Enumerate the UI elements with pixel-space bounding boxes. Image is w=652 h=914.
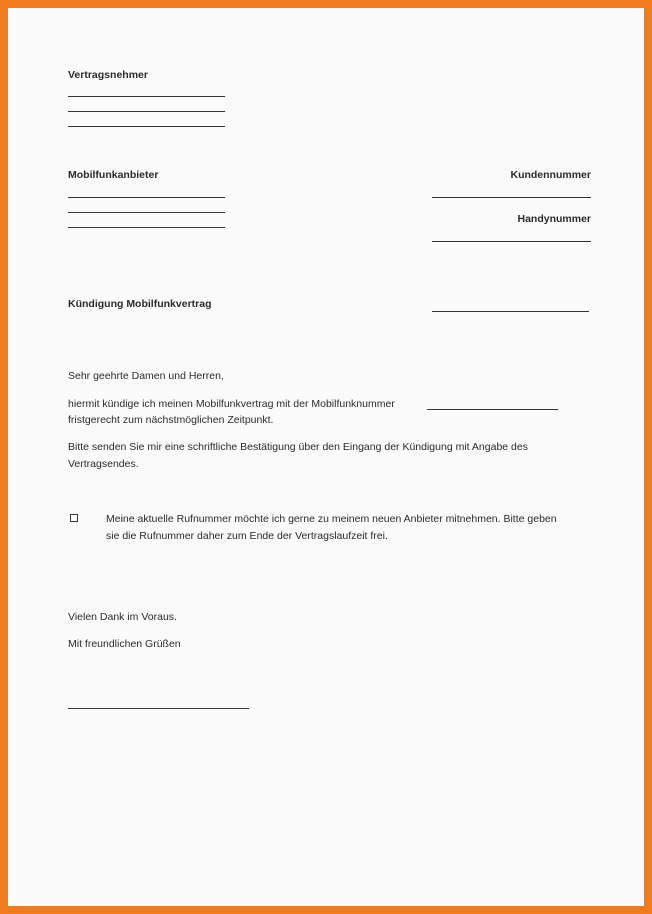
signature-line[interactable] — [68, 708, 249, 709]
contractor-label: Vertragsnehmer — [68, 69, 148, 81]
option-line1: Meine aktuelle Rufnummer möchte ich gerne zu meinem neuen Anbieter mitnehmen. Bitte geben — [106, 513, 557, 525]
number-porting-checkbox[interactable] — [70, 514, 78, 522]
closing-text: Mit freundlichen Grüßen — [68, 638, 181, 650]
option-line2: sie die Rufnummer daher zum Ende der Vertragslaufzeit frei. — [106, 530, 388, 542]
subject-heading: Kündigung Mobilfunkvertrag — [68, 298, 212, 310]
provider-line-1[interactable] — [68, 197, 225, 198]
paragraph2-line2: Vertragsendes. — [68, 458, 139, 470]
contractor-line-2[interactable] — [68, 111, 225, 112]
provider-line-2[interactable] — [68, 212, 225, 213]
provider-line-3[interactable] — [68, 227, 225, 228]
mobile-number-label: Handynummer — [517, 213, 591, 225]
customer-number-label: Kundennummer — [510, 169, 591, 181]
thanks-text: Vielen Dank im Voraus. — [68, 611, 177, 623]
paragraph1-line1: hiermit kündige ich meinen Mobilfunkvertrag mit der Mobilfunknummer — [68, 398, 395, 410]
contractor-line-3[interactable] — [68, 126, 225, 127]
paragraph2-line1: Bitte senden Sie mir eine schriftliche Bestätigung über den Eingang der Kündigung mit Angabe des — [68, 441, 528, 453]
paragraph1-line2: fristgerecht zum nächstmöglichen Zeitpunkt. — [68, 414, 274, 426]
subject-line[interactable] — [432, 311, 589, 312]
customer-number-line[interactable] — [432, 197, 591, 198]
contractor-line-1[interactable] — [68, 96, 225, 97]
letter-page — [8, 8, 644, 906]
provider-label: Mobilfunkanbieter — [68, 169, 159, 181]
mobile-number-line[interactable] — [432, 241, 591, 242]
phone-number-line[interactable] — [427, 409, 558, 410]
salutation: Sehr geehrte Damen und Herren, — [68, 370, 224, 382]
